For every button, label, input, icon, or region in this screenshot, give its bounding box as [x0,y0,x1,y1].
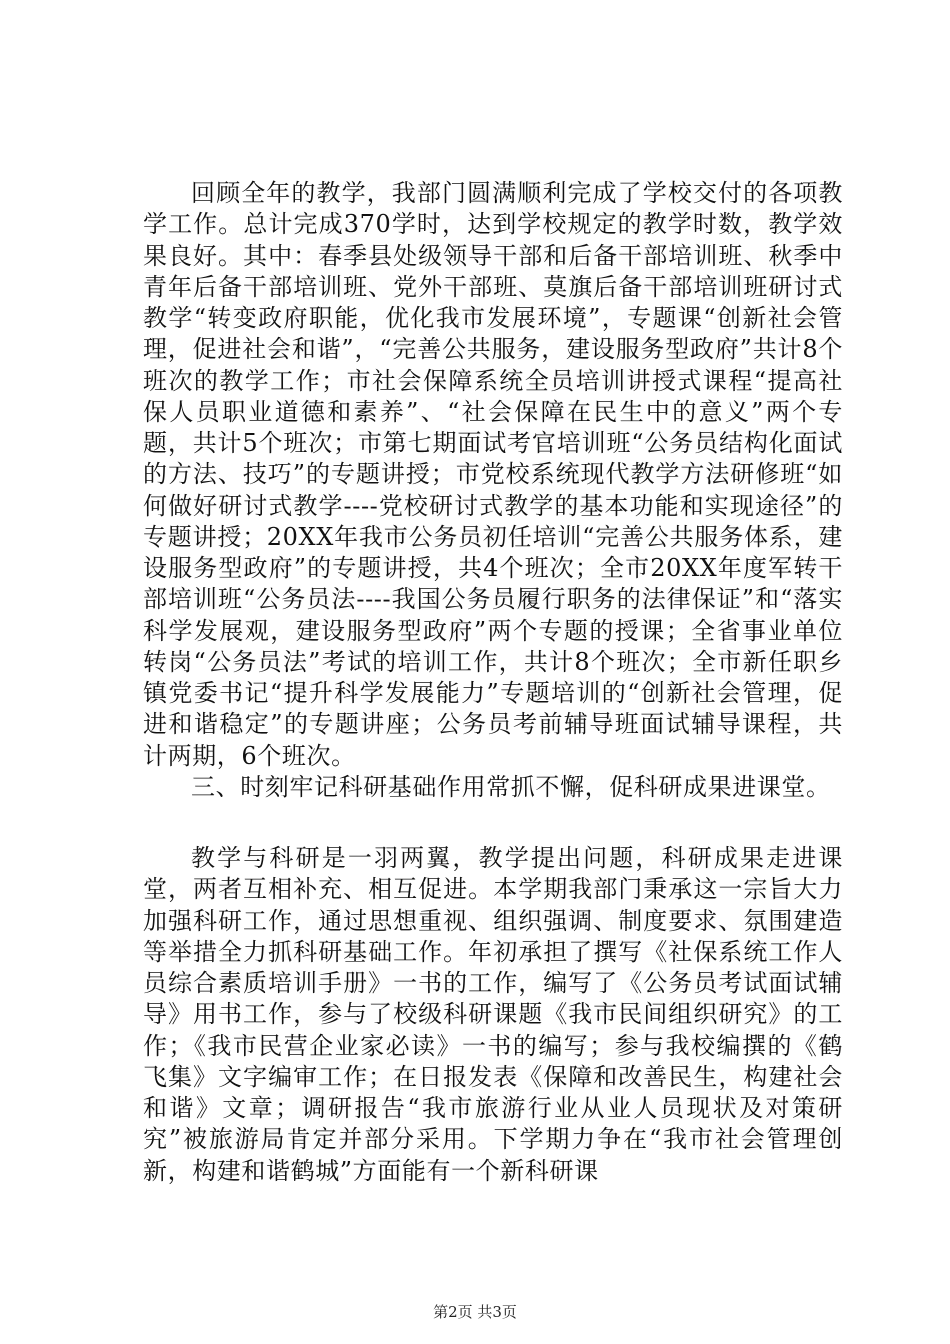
page-number-label: 第2页 共3页 [433,1303,517,1321]
section-heading-research: 三、时刻牢记科研基础作用常抓不懈，促科研成果进课堂。 [191,772,831,801]
paragraph-research: 教学与科研是一羽两翼，教学提出问题，科研成果走进课堂，两者互相补充、相互促进。本学期我部门秉承这一宗旨大力加强科研工作，通过思想重视、组织强调、制度要求、氛围建造等举措全力抓科研基础工作。年初承担了撰写《社保系统工作人员综合素质培训手册》一书的工作，编写了《公务员考试面试辅导》用书工作，参与了校级科研课题《我市民间组织研究》的工作；《我市民营企业家必读》一书的编写；参与我校编撰的《鹤飞集》文字编审工作；在日报发表《保障和改善民生，构建社会和谐》文章；调研报告“我市旅游行业从业人员现状及对策研究”被旅游局肯定并部分采用。下学期力争在“我市社会管理创新，构建和谐鹤城”方面能有一个新科研课 [143,844,843,1185]
paragraph-teaching-review: 回顾全年的教学，我部门圆满顺利完成了学校交付的各项教学工作。总计完成370学时，达到学校规定的教学时数，教学效果良好。其中：春季县处级领导干部和后备干部培训班、秋季中青年后备干部培训班、党外干部班、莫旗后备干部培训班研讨式教学“转变政府职能，优化我市发展环境”，专题课“创新社会管理，促进社会和谐”，“完善公共服务，建设服务型政府”共计8个班次的教学工作；市社会保障系统全员培训讲授式课程“提高社保人员职业道德和素养”、“社会保障在民生中的意义”两个专题，共计5个班次；市第七期面试考官培训班“公务员结构化面试的方法、技巧”的专题讲授；市党校系统现代教学方法研修班“如何做好研讨式教学----党校研讨式教学的基本功能和实现途径”的专题讲授；20XX年我市公务员初任培训“完善公共服务体系，建设服务型政府”的专题讲授，共4个班次；全市20XX年度军转干部培训班“公务员法----我国公务员履行职务的法律保证”和“落实科学发展观，建设服务型政府”两个专题的授课；全省事业单位转岗“公务员法”考试的培训工作，共计8个班次；全市新任职乡镇党委书记“提升科学发展能力”专题培训的“创新社会管理，促进和谐稳定”的专题讲座；公务员考前辅导班面试辅导课程，共计两期，6个班次。 [143,179,843,770]
document-body [143,178,843,1187]
page-footer [0,1302,950,1322]
